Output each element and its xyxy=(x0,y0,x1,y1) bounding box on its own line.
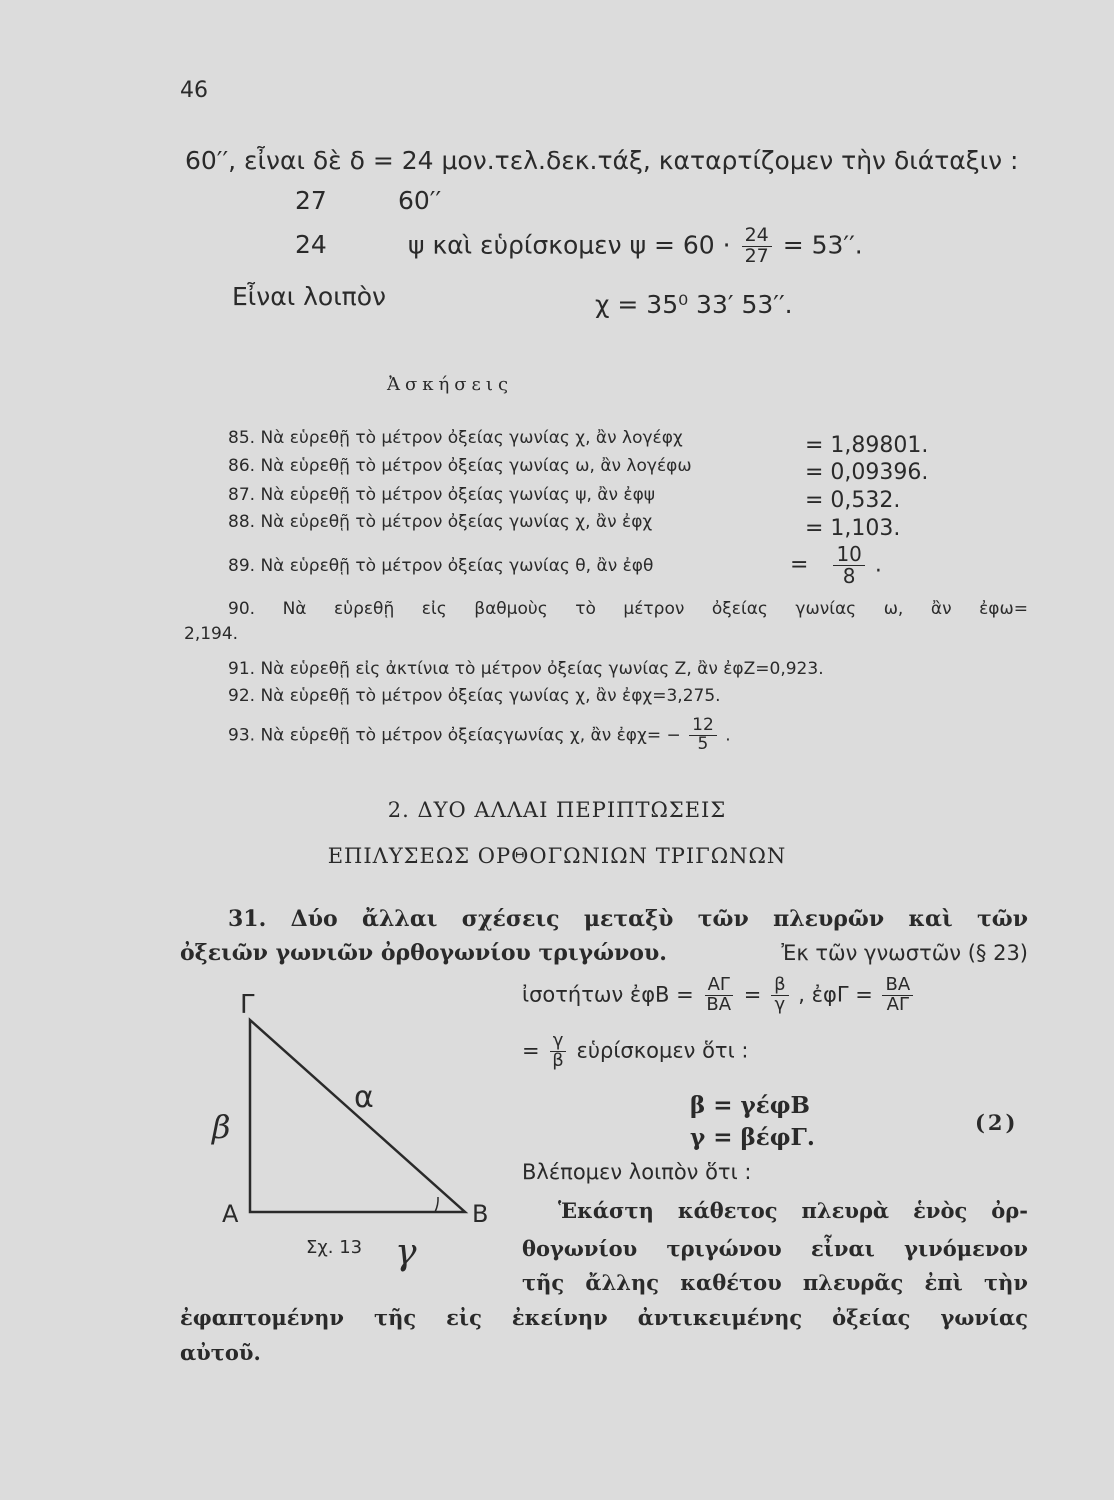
rule-line-2: θογωνίου τριγώνου εἶναι γινόμενον xyxy=(522,1236,1028,1261)
triangle-figure xyxy=(190,1000,510,1270)
fraction-denominator: β xyxy=(552,1049,564,1071)
minus-sign: − xyxy=(666,725,681,746)
triangle-outline xyxy=(250,1020,465,1212)
exercise-number: 92. xyxy=(228,686,256,706)
exercise-86 xyxy=(228,456,692,476)
fraction-denominator: γ xyxy=(774,993,786,1015)
exercise-number: 90. xyxy=(228,599,256,619)
fraction-denominator: 5 xyxy=(697,733,709,754)
exercise-91 xyxy=(228,659,824,679)
paragraph-31-line-1: 31. Δύο ἄλλαι σχέσεις μεταξὺ τῶν πλευρῶν καὶ τῶν xyxy=(228,906,1028,932)
exercise-text: Νὰ εὑρεθῇ τὸ μέτρον ὀξείας γωνίας χ, ἂν λογέφχ xyxy=(260,428,683,448)
fraction-numerator: γ xyxy=(550,1032,567,1052)
paragraph-31-line-2 xyxy=(180,940,1028,966)
exercise-number: 87. xyxy=(228,485,256,505)
exercise-text: Νὰ εὑρεθῇ τὸ μέτρον ὀξείας γωνίας θ, ἂν ἐφθ xyxy=(260,556,654,576)
exercise-85 xyxy=(228,428,683,448)
formula-1: β = γέφΒ xyxy=(690,1092,810,1119)
section-title-line-1: 2. ΔΥΟ ΑΛΛΑΙ ΠΕΡΙΠΤΩΣΕΙΣ xyxy=(387,798,727,822)
rule-line-1: Ἑκάστη κάθετος πλευρὰ ἑνὸς ὀρ- xyxy=(558,1198,1028,1223)
exercise-85-value: = 1,89801. xyxy=(805,433,929,458)
eq1-fraction-1 xyxy=(703,976,734,1015)
intro-row2-c: = 53′′. xyxy=(782,230,863,260)
intro-row3-label: Εἶναι λοιπὸν xyxy=(232,282,386,311)
exercise-text: Νὰ εὑρεθῇ τὸ μέτρον ὀξείας γωνίας ω, ἂν λογέφω xyxy=(260,456,692,476)
rule-line-5: αὐτοῦ. xyxy=(180,1340,261,1365)
fraction-numerator: ΒΑ xyxy=(882,976,913,996)
exercise-number: 88. xyxy=(228,512,256,532)
section-title-line-2: ΕΠΙΛΥΣΕΩΣ ΟΡΘΟΓΩΝΙΩΝ ΤΡΙΓΩΝΩΝ xyxy=(327,844,787,868)
angle-arc-b xyxy=(435,1197,438,1212)
exercise-92 xyxy=(228,686,721,706)
rule-line-4: ἐφαπτομένην τῆς εἰς ἐκείνην ἀντικειμένης ὀξείας γωνίας xyxy=(180,1305,1028,1330)
period: . xyxy=(725,725,731,746)
period: . xyxy=(874,552,882,578)
eq1-fraction-2 xyxy=(771,976,789,1015)
exercise-89 xyxy=(228,556,653,576)
fraction-denominator: 27 xyxy=(744,244,769,267)
exercise-number: 93. xyxy=(228,725,256,746)
figure-caption: Σχ. 13 xyxy=(306,1237,363,1258)
page-number: 46 xyxy=(180,78,208,103)
intro-row2-b: ψ καὶ εὑρίσκομεν ψ = 60 · xyxy=(408,230,731,260)
eq2-fraction xyxy=(549,1032,567,1071)
exercise-87-value: = 0,532. xyxy=(805,488,901,513)
equation-line-1: ἰσοτήτων ἐφΒ = $\frac{A\Gamma}{BA}$ = $\frac{\beta}{\gamma}$ , ἐφΓ = $\frac{BA}{A\Gamma}$ xyxy=(522,976,916,1015)
exercise-text: Νὰ εὑρεθῇ εἰς ἀκτίνια τὸ μέτρον ὀξείας γωνίας Ζ, ἂν ἐφΖ=0,923. xyxy=(260,659,824,679)
exercise-89-value xyxy=(790,544,882,587)
exercise-text: Νὰ εὑρεθῇ τὸ μέτρον ὀξείας γωνίας ψ, ἂν ἐφψ xyxy=(260,485,656,505)
fraction-numerator: 10 xyxy=(833,544,864,566)
exercise-87 xyxy=(228,485,655,505)
side-c-label: γ xyxy=(395,1232,417,1273)
exercise-90 xyxy=(228,599,1028,619)
formula-2: γ = βέφΓ. xyxy=(690,1124,815,1151)
exercise-number: 89. xyxy=(228,556,256,576)
fraction-denominator: 8 xyxy=(842,564,856,588)
equals-sign: = xyxy=(790,552,809,578)
exercise-89-fraction xyxy=(833,544,864,587)
exercise-text: Νὰ εὑρεθῇ τὸ μέτρον ὀξείας γωνίας χ, ἂν ἐφχ=3,275. xyxy=(260,686,721,706)
intro-row1-a: 27 xyxy=(295,186,327,215)
eq1-middle: , ἐφΓ = xyxy=(798,982,873,1007)
intro-row2-equation xyxy=(408,226,863,267)
paragraph-31-reference: Ἐκ τῶν γνωστῶν (§ 23) xyxy=(781,941,1028,965)
exercises-title: Ἀσκήσεις xyxy=(386,374,514,395)
intro-row2-fraction xyxy=(742,226,772,267)
side-b-label: β xyxy=(212,1108,231,1146)
fraction-denominator: ΒΑ xyxy=(706,993,732,1015)
fraction-numerator: 24 xyxy=(742,226,772,247)
intro-row1-b: 60′′ xyxy=(398,186,442,215)
eq1-prefix: ἰσοτήτων ἐφΒ = xyxy=(522,982,694,1007)
fraction-numerator: β xyxy=(771,976,789,996)
exercise-text: Νὰ εὑρεθῇ τὸ μέτρον ὀξείας γωνίας χ, ἂν ἐφχ xyxy=(260,512,653,532)
intro-row2-a: 24 xyxy=(295,230,327,259)
vertex-alpha-label: Α xyxy=(222,1200,239,1228)
intro-line-1: 60′′, εἶναι δὲ δ = 24 μον.τελ.δεκ.τάξ, καταρτίζομεν τὴν διάταξιν : xyxy=(185,146,1019,175)
exercise-number: 91. xyxy=(228,659,256,679)
exercise-86-value: = 0,09396. xyxy=(805,460,929,485)
exercise-text: Νὰ εὑρεθῇ τὸ μέτρον ὀξείαςγωνίας χ, ἂν ἐφχ= xyxy=(260,725,662,746)
equation-line-2: = $\frac{\gamma}{\beta}$ εὑρίσκομεν ὅτι : xyxy=(522,1030,749,1071)
vertex-beta-label: Β xyxy=(472,1200,489,1228)
intro-row3-value: χ = 35⁰ 33′ 53′′. xyxy=(595,290,793,319)
exercise-text: Νὰ εὑρεθῇ εἰς βαθμοὺς τὸ μέτρον ὀξείας γωνίας ω, ἂν ἐφω= xyxy=(282,599,1028,619)
exercise-number: 86. xyxy=(228,456,256,476)
fraction-denominator: ΑΓ xyxy=(886,993,909,1015)
exercise-88 xyxy=(228,512,652,532)
paragraph-31-bold-phrase: ὀξειῶν γωνιῶν ὀρθογωνίου τριγώνου. xyxy=(180,940,667,966)
exercise-88-value: = 1,103. xyxy=(805,516,901,541)
exercise-90-continuation: 2,194. xyxy=(184,624,239,644)
fraction-numerator: 12 xyxy=(689,717,717,736)
vertex-gamma-label: Γ xyxy=(240,990,255,1020)
eq1-fraction-3 xyxy=(882,976,913,1015)
side-a-label: α xyxy=(354,1080,374,1115)
eq2-suffix: εὑρίσκομεν ὅτι : xyxy=(576,1038,749,1063)
conclusion-intro: Βλέπομεν λοιπὸν ὅτι : xyxy=(522,1160,752,1184)
exercise-93 xyxy=(228,717,731,754)
exercise-number: 85. xyxy=(228,428,256,448)
rule-line-3: τῆς ἄλλης καθέτου πλευρᾶς ἐπὶ τὴν xyxy=(522,1270,1028,1295)
fraction-numerator: ΑΓ xyxy=(705,976,733,996)
exercise-93-fraction xyxy=(689,717,717,754)
formula-tag: (2) xyxy=(975,1110,1019,1135)
